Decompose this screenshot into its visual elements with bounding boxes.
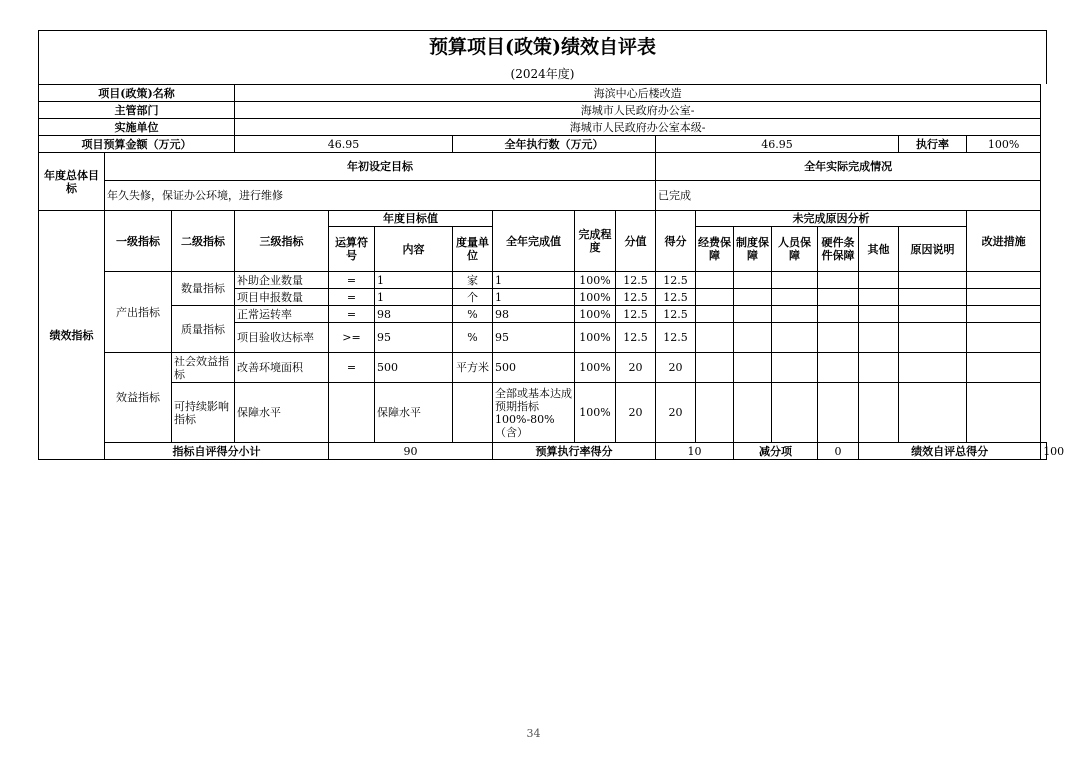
rate-value: 100% [967, 136, 1041, 153]
indicator-content: 1 [375, 272, 453, 289]
indicator-content: 95 [375, 323, 453, 353]
deduct-value: 0 [818, 443, 859, 460]
impl-label: 实施单位 [39, 119, 235, 136]
indicator-score: 12.5 [656, 272, 696, 289]
evaluation-form [38, 30, 1065, 460]
indicator-weight: 12.5 [616, 323, 656, 353]
indicator-unit [453, 383, 493, 443]
indicator-score: 12.5 [656, 323, 696, 353]
goal-label: 年度总体目标 [39, 153, 105, 211]
subtotal-value: 90 [329, 443, 493, 460]
exec-label: 全年执行数（万元） [453, 136, 656, 153]
exec-score-label: 预算执行率得分 [493, 443, 656, 460]
indicator-value: 1 [493, 289, 575, 306]
budget-label: 项目预算金额（万元） [39, 136, 235, 153]
total-label: 绩效自评总得分 [859, 443, 1041, 460]
budget-value: 46.95 [235, 136, 453, 153]
indicator-weight: 20 [616, 353, 656, 383]
indicator-op [329, 383, 375, 443]
perf-label: 绩效指标 [39, 211, 105, 460]
indicator-unit: % [453, 306, 493, 323]
group-quality: 质量指标 [172, 306, 235, 353]
page-number: 34 [526, 727, 541, 740]
indicator-content: 98 [375, 306, 453, 323]
indicator-value: 98 [493, 306, 575, 323]
indicator-content: 1 [375, 289, 453, 306]
indicator-score: 12.5 [656, 289, 696, 306]
dept-value: 海城市人民政府办公室- [235, 102, 1041, 119]
reason-staff-header: 人员保障 [772, 227, 818, 272]
reason-funding-header: 经费保障 [696, 227, 734, 272]
form-title: 预算项目(政策)绩效自评表 [38, 30, 1047, 64]
indicator-unit: 平方米 [453, 353, 493, 383]
table-row [39, 306, 1047, 323]
indicator-content: 保障水平 [375, 383, 453, 443]
exec-score-value: 10 [656, 443, 734, 460]
target-header: 年度目标值 [329, 211, 493, 227]
form-year: (2024年度) [38, 64, 1047, 84]
lvl1-header: 一级指标 [105, 211, 172, 272]
group-output: 产出指标 [105, 272, 172, 353]
indicator-score: 12.5 [656, 306, 696, 323]
indicator-name: 正常运转率 [235, 306, 329, 323]
indicator-op: >= [329, 323, 375, 353]
indicator-unit: 个 [453, 289, 493, 306]
indicator-value: 500 [493, 353, 575, 383]
indicator-name: 项目验收达标率 [235, 323, 329, 353]
indicator-degree: 100% [575, 353, 616, 383]
indicator-value: 95 [493, 323, 575, 353]
indicator-degree: 100% [575, 383, 616, 443]
indicator-unit: % [453, 323, 493, 353]
evaluation-table [38, 84, 1065, 460]
actual-text: 已完成 [656, 181, 1041, 211]
reason-header: 未完成原因分析 [696, 211, 967, 227]
deduct-label: 减分项 [734, 443, 818, 460]
reason-other-header: 其他 [859, 227, 899, 272]
group-quantity: 数量指标 [172, 272, 235, 306]
fix-header: 改进措施 [967, 211, 1041, 272]
fullyear-header: 全年完成值 [493, 211, 575, 272]
group-social: 社会效益指标 [172, 353, 235, 383]
indicator-name: 保障水平 [235, 383, 329, 443]
indicator-name: 补助企业数量 [235, 272, 329, 289]
indicator-score: 20 [656, 383, 696, 443]
project-name-value: 海滨中心后楼改造 [235, 85, 1041, 102]
group-benefit: 效益指标 [105, 353, 172, 443]
indicator-score: 20 [656, 353, 696, 383]
lvl2-header: 二级指标 [172, 211, 235, 272]
indicator-value: 1 [493, 272, 575, 289]
unit-header: 度量单位 [453, 227, 493, 272]
footer-row [39, 443, 1047, 460]
goal-text: 年久失修，保证办公环境，进行维修 [105, 181, 656, 211]
impl-value: 海城市人民政府办公室本级- [235, 119, 1041, 136]
weight-header: 分值 [616, 211, 656, 272]
degree-header: 完成程度 [575, 211, 616, 272]
reason-note-header: 原因说明 [899, 227, 967, 272]
indicator-name: 项目申报数量 [235, 289, 329, 306]
indicator-value: 全部或基本达成预期指标100%-80%（含） [493, 383, 575, 443]
rate-label: 执行率 [899, 136, 967, 153]
content-header: 内容 [375, 227, 453, 272]
total-value: 100 [1041, 443, 1047, 460]
indicator-unit: 家 [453, 272, 493, 289]
indicator-op: = [329, 272, 375, 289]
reason-hardware-header: 硬件条件保障 [818, 227, 859, 272]
group-sustain: 可持续影响指标 [172, 383, 235, 443]
indicator-op: = [329, 353, 375, 383]
project-name-label: 项目(政策)名称 [39, 85, 235, 102]
reason-system-header: 制度保障 [734, 227, 772, 272]
goal-header: 年初设定目标 [105, 153, 656, 181]
indicator-weight: 12.5 [616, 272, 656, 289]
actual-header: 全年实际完成情况 [656, 153, 1041, 181]
indicator-degree: 100% [575, 323, 616, 353]
indicator-op: = [329, 289, 375, 306]
dept-label: 主管部门 [39, 102, 235, 119]
indicator-content: 500 [375, 353, 453, 383]
indicator-weight: 20 [616, 383, 656, 443]
indicator-op: = [329, 306, 375, 323]
indicator-degree: 100% [575, 289, 616, 306]
op-header: 运算符号 [329, 227, 375, 272]
indicator-degree: 100% [575, 306, 616, 323]
table-row [39, 353, 1047, 383]
exec-value: 46.95 [656, 136, 899, 153]
indicator-weight: 12.5 [616, 306, 656, 323]
indicator-degree: 100% [575, 272, 616, 289]
table-row [39, 383, 1047, 443]
lvl3-header: 三级指标 [235, 211, 329, 272]
indicator-name: 改善环境面积 [235, 353, 329, 383]
indicator-weight: 12.5 [616, 289, 656, 306]
subtotal-label: 指标自评得分小计 [105, 443, 329, 460]
score-header: 得分 [656, 211, 696, 272]
table-row [39, 272, 1047, 289]
